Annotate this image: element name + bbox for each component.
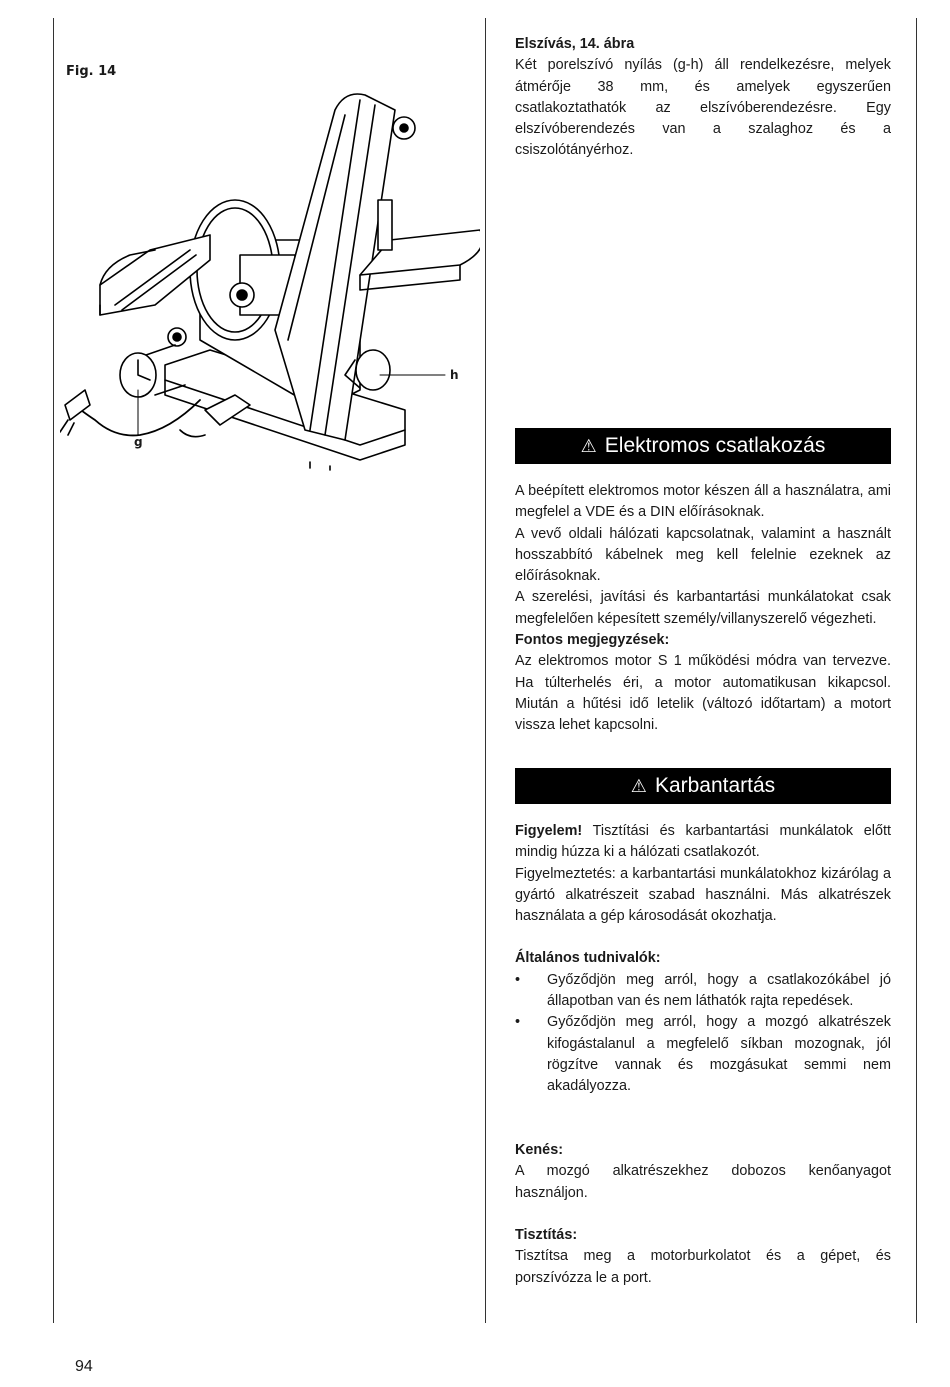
page-number: 94 (75, 1358, 93, 1375)
spacer (515, 927, 891, 948)
electrical-paragraph: A szerelési, javítási és karbantartási munkálatokat csak megfelelően képesített személy/villanyszerelő végezheti. (515, 589, 891, 627)
lubrication-section (515, 1140, 891, 1204)
extraction-section (515, 34, 891, 162)
lubrication-text: A mozgó alkatrészekhez dobozos kenőanyagot használjon. (515, 1163, 891, 1201)
general-list (515, 970, 891, 1098)
electrical-section (515, 481, 891, 737)
electrical-title: Elektromos csatlakozás (604, 434, 826, 457)
notes-text: Az elektromos motor S 1 működési módra van tervezve. Ha túlterhelés éri, a motor automatikusan kikapcsol. Miután a hűtési idő letelik (változó időtartam) a motort vissza lehet kapcsolni. (515, 653, 891, 734)
warning-triangle-icon: ⚠ (630, 775, 647, 796)
notes-heading: Fontos megjegyzések: (515, 632, 670, 649)
maintenance-section (515, 821, 891, 1098)
callout-h: h (450, 368, 459, 382)
right-margin-rule (916, 18, 917, 1323)
warning-text: Figyelmeztetés: a karbantartási munkálatokhoz kizárólag a gyártó alkatrészeit szabad használni. Más alkatrészek használata a gép károsodását okozhatja. (515, 865, 891, 925)
column-divider-rule (485, 18, 486, 1323)
list-item: • Győződjön meg arról, hogy a mozgó alkatrészek kifogástalanul a megfelelő síkban mozognak, jól rögzítve vannak és mozgásukat semmi nem akadályozza. (515, 1014, 891, 1095)
left-margin-rule (53, 18, 54, 1323)
attention-paragraph (515, 821, 891, 864)
maintenance-title: Karbantartás (654, 774, 776, 797)
cleaning-text: Tisztítsa meg a motorburkolatot és a gépet, és porszívózza le a port. (515, 1248, 891, 1286)
cleaning-section (515, 1225, 891, 1289)
lubrication-heading: Kenés: (515, 1142, 563, 1158)
electrical-banner (515, 428, 891, 464)
dust-port-h (356, 350, 390, 390)
callout-g: g (134, 435, 143, 449)
list-item: • Győződjön meg arról, hogy a csatlakozókábel jó állapotban van és nem láthatók rajta repedések. (515, 971, 891, 1010)
extraction-text: Két porelszívó nyílás (g-h) áll rendelkezésre, melyek átmérője 38 mm, és amelyek egyszerűen csatlakoztathatók az elszívóberendezésre. Egy elszívóberendezés van a szalaghoz és a csiszolótányérhoz. (515, 57, 891, 159)
electrical-paragraph: A beépített elektromos motor készen áll a használatra, ami megfelel a VDE és a DIN előírásoknak. (515, 483, 891, 521)
extraction-heading: Elszívás, 14. ábra (515, 36, 635, 52)
belt-sander-illustration (60, 90, 480, 480)
general-heading: Általános tudnivalók: (515, 950, 661, 967)
attention-label: Figyelem! (515, 823, 583, 839)
cleaning-heading: Tisztítás: (515, 1227, 578, 1243)
attention-text: Tisztítási és karbantartási munkálatok előtt mindig húzza ki a hálózati csatlakozót. (515, 823, 891, 861)
electrical-paragraph: A vevő oldali hálózati kapcsolatnak, valamint a használt hosszabbító kábelnek meg kell felelnie ezeknek az előírásoknak. (515, 525, 891, 585)
figure-label: Fig. 14 (66, 64, 117, 79)
power-plug (65, 390, 90, 420)
warning-triangle-icon: ⚠ (580, 435, 597, 456)
maintenance-banner (515, 768, 891, 804)
